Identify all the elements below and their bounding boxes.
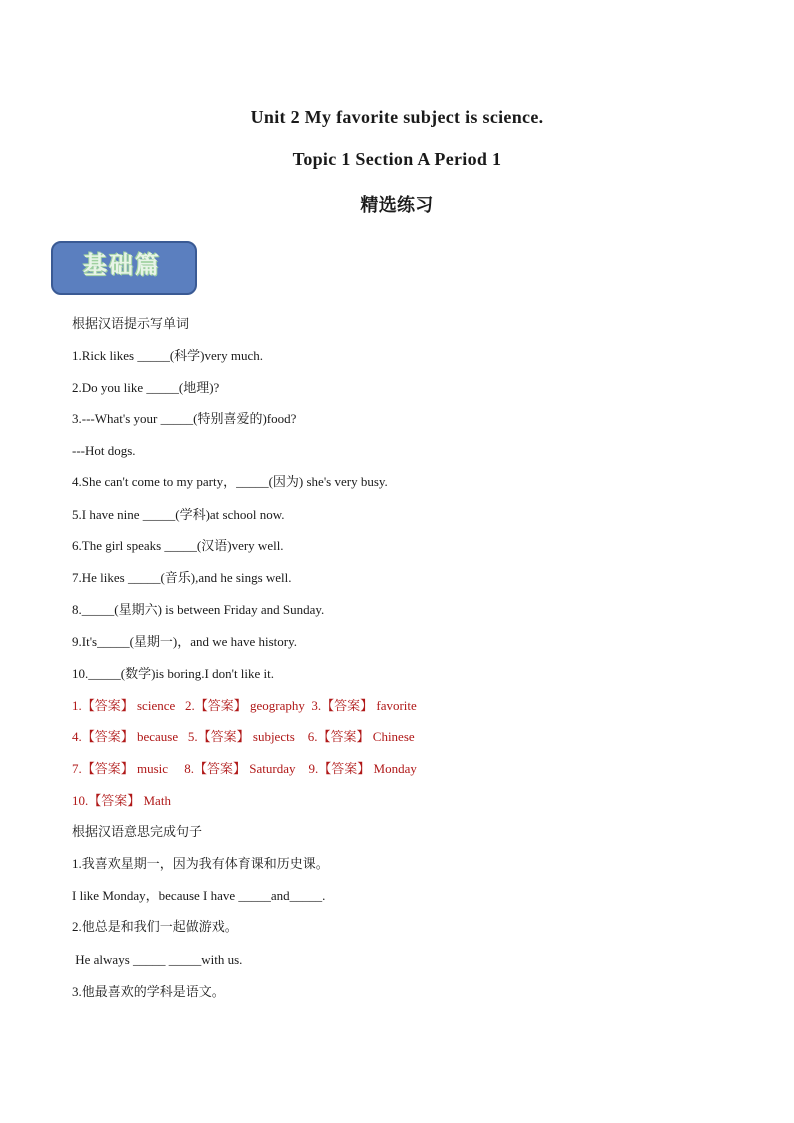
level-badge-label: 基础篇	[83, 250, 161, 279]
exercise-item: 2.他总是和我们一起做游戏。	[72, 919, 238, 934]
exercise-item: ---Hot dogs.	[72, 443, 136, 458]
exercise-item: 5.I have nine _____(学科)at school now.	[72, 507, 285, 522]
level-badge	[51, 241, 197, 295]
exercise-item: 4.She can't come to my party，_____(因为) she's very busy.	[72, 474, 388, 489]
answer-line: 4.【答案】 because 5.【答案】 subjects 6.【答案】 Chinese	[72, 729, 415, 744]
answer-line: 7.【答案】 music 8.【答案】 Saturday 9.【答案】 Monday	[72, 761, 417, 776]
exercise-item: 8._____(星期六) is between Friday and Sunday.	[72, 602, 325, 617]
exercise-item: 6.The girl speaks _____(汉语)very well.	[72, 538, 284, 553]
exercise-item: 9.It's_____(星期一)，and we have history.	[72, 634, 297, 649]
exercise-item: He always _____ _____with us.	[72, 952, 243, 967]
exercise-item: 2.Do you like _____(地理)?	[72, 380, 220, 395]
answer-line: 1.【答案】 science 2.【答案】 geography 3.【答案】 favorite	[72, 698, 417, 713]
document-title: Unit 2 My favorite subject is science.	[250, 107, 544, 127]
answer-line: 10.【答案】 Math	[72, 793, 171, 808]
document-subtitle: Topic 1 Section A Period 1	[292, 149, 502, 169]
exercise-item: 3.---What's your _____(特别喜爱的)food?	[72, 411, 297, 426]
document-section-title: 精选练习	[360, 195, 434, 215]
section2-heading: 根据汉语意思完成句子	[72, 824, 203, 839]
exercise-item: 3.他最喜欢的学科是语文。	[72, 984, 225, 999]
exercise-item: 1.Rick likes _____(科学)very much.	[72, 348, 263, 363]
exercise-item: 7.He likes _____(音乐),and he sings well.	[72, 570, 292, 585]
exercise-item: I like Monday，because I have _____and_____.	[72, 888, 326, 903]
exercise-item: 1.我喜欢星期一，因为我有体育课和历史课。	[72, 856, 329, 871]
exercise-item: 10._____(数学)is boring.I don't like it.	[72, 666, 275, 681]
section1-heading: 根据汉语提示写单词	[72, 316, 190, 331]
